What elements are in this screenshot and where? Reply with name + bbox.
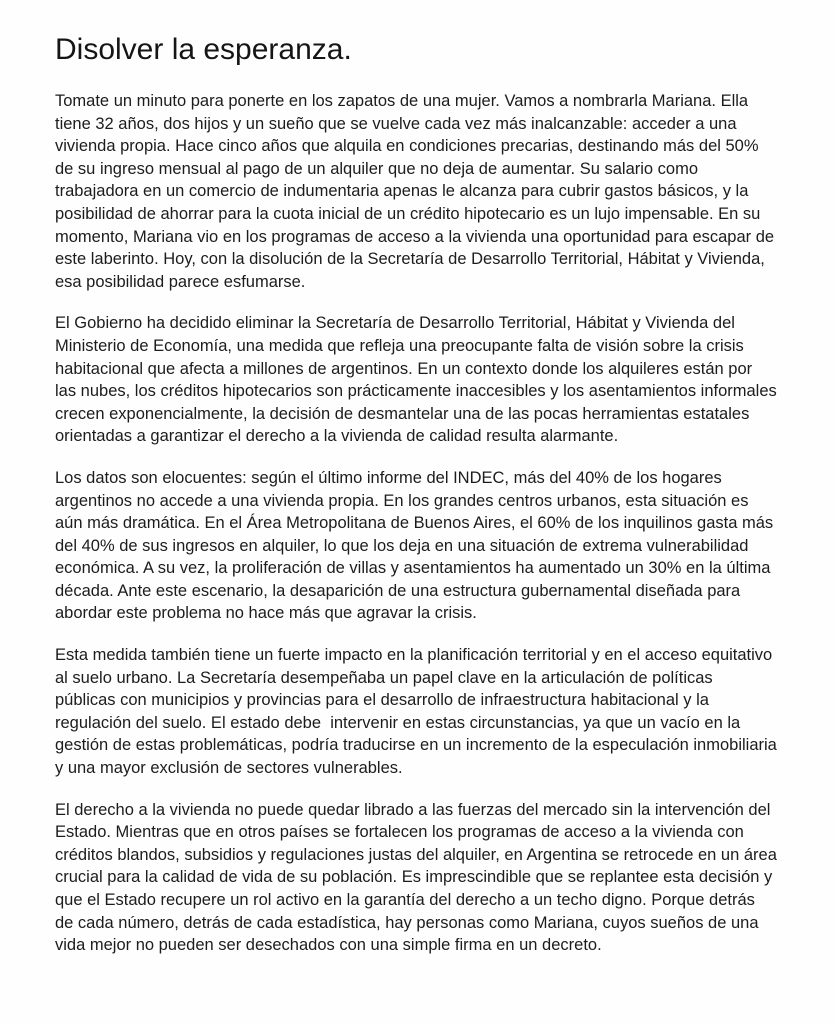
paragraph-1: Tomate un minuto para ponerte en los zapatos de una mujer. Vamos a nombrarla Mariana. Ella tiene 32 años, dos hijos y un sueño que se vuelve cada vez más inalcanzable: acceder a una vivienda propia. Hace cinco años que alquila en condiciones precarias, destinando más del 50% de su ingreso mensual al pago de un alquiler que no deja de aumentar. Su salario como trabajadora en un comercio de indumentaria apenas le alcanza para cubrir gastos básicos, y la posibilidad de ahorrar para la cuota inicial de un crédito hipotecario es un lujo impensable. En su momento, Mariana vio en los programas de acceso a la vivienda una oportunidad para escapar de este laberinto. Hoy, con la disolución de la Secretaría de Desarrollo Territorial, Hábitat y Vivienda, esa posibilidad parece esfumarse. [55, 92, 779, 291]
article [55, 30, 782, 976]
paragraph-4: Esta medida también tiene un fuerte impacto en la planificación territorial y en el acceso equitativo al suelo urbano. La Secretaría desempeñaba un papel clave en la articulación de políticas públicas con municipios y provincias para el desarrollo de infraestructura habitacional y la regulación del suelo. El estado debe intervenir en estas circunstancias, ya que un vacío en la gestión de estas problemáticas, podría traducirse en un incremento de la especulación inmobiliaria y una mayor exclusión de sectores vulnerables. [55, 646, 782, 778]
paragraph-3: Los datos son elocuentes: según el último informe del INDEC, más del 40% de los hogares argentinos no accede a una vivienda propia. En los grandes centros urbanos, esta situación es aún más dramática. En el Área Metropolitana de Buenos Aires, el 60% de los inquilinos gasta más del 40% de sus ingresos en alquiler, lo que los deja en una situación de extrema vulnerabilidad económica. A su vez, la proliferación de villas y asentamientos ha aumentado un 30% en la última década. Ante este escenario, la desaparición de una estructura gubernamental diseñada para abordar este problema no hace más que agravar la crisis. [55, 468, 778, 623]
article-title: Disolver la esperanza. [55, 33, 352, 66]
paragraph-2: El Gobierno ha decidido eliminar la Secretaría de Desarrollo Territorial, Hábitat y Vivienda del Ministerio de Economía, una medida que refleja una preocupante falta de visión sobre la crisis habitacional que afecta a millones de argentinos. En un contexto donde los alquileres están por las nubes, los créditos hipotecarios son prácticamente inaccesibles y los asentamientos informales crecen exponencialmente, la decisión de desmantelar una de las pocas herramientas estatales orientadas a garantizar el derecho a la vivienda de calidad resulta alarmante. [55, 314, 782, 446]
paragraph-5: El derecho a la vivienda no puede quedar librado a las fuerzas del mercado sin la intervención del Estado. Mientras que en otros países se fortalecen los programas de acceso a la vivienda con créditos blandos, subsidios y regulaciones justas del alquiler, en Argentina se retrocede en un área crucial para la calidad de vida de su población. Es imprescindible que se replantee esta decisión y que el Estado recupere un rol activo en la garantía del derecho a un techo digno. Porque detrás de cada número, detrás de cada estadística, hay personas como Mariana, cuyos sueños de una vida mejor no pueden ser desechados con una simple firma en un decreto. [55, 800, 782, 955]
